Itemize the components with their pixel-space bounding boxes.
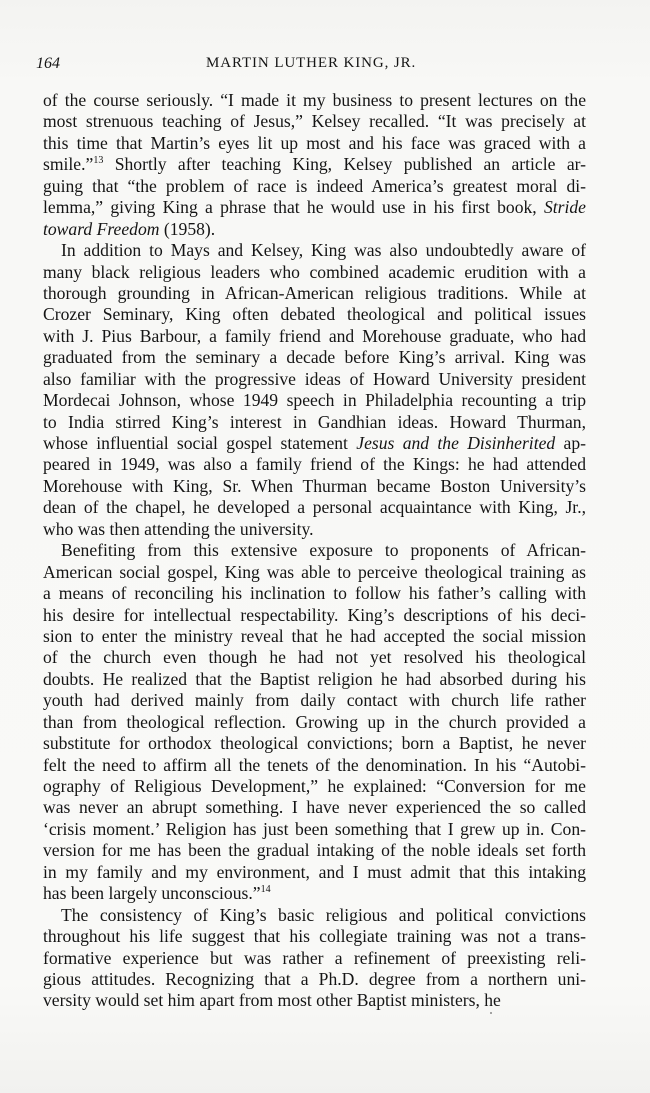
running-head	[36, 55, 586, 79]
text-run: Morehouse with King, Sr. When Thurman became Boston University’s	[43, 475, 586, 496]
text-line	[43, 540, 586, 561]
text-run: doubts. He realized that the Baptist religion he had absorbed during his	[43, 668, 586, 689]
text-line	[43, 647, 586, 668]
text-line	[43, 626, 586, 647]
text-line	[43, 347, 586, 368]
text-line	[43, 669, 586, 690]
text-run: (1958).	[159, 218, 216, 239]
text-line	[43, 90, 586, 111]
paragraph	[43, 905, 586, 1012]
text-run: with J. Pius Barbour, a family friend and Morehouse graduate, who had	[43, 325, 586, 346]
running-title: MARTIN LUTHER KING, JR.	[206, 55, 417, 71]
text-run: to India stirred King’s interest in Gandhian ideas. Howard Thurman,	[43, 411, 586, 432]
italic-title: Jesus and the Disinherited	[356, 433, 556, 453]
text-line	[43, 433, 586, 454]
text-run: also familiar with the progressive ideas of Howard University president	[43, 368, 586, 389]
text-line	[43, 197, 586, 218]
text-run: Shortly after teaching King, Kelsey published an article ar-	[103, 154, 586, 175]
text-line	[43, 219, 586, 240]
text-run: a means of reconciling his inclination to follow his father’s calling with	[43, 583, 586, 604]
text-line	[43, 733, 586, 754]
text-line	[43, 133, 586, 154]
text-run: than from theological reflection. Growing up in the church provided a	[43, 711, 586, 732]
text-line	[43, 369, 586, 390]
text-line	[43, 283, 586, 304]
text-line	[43, 326, 586, 347]
text-line	[43, 755, 586, 776]
text-line	[43, 969, 586, 990]
page-number: 164	[36, 55, 60, 72]
text-line	[43, 154, 586, 175]
text-run: ography of Religious Development,” he explained: “Conversion for me	[43, 776, 586, 796]
text-line	[43, 797, 586, 818]
text-run: sion to enter the ministry reveal that he had accepted the social mission	[43, 625, 586, 646]
paragraph	[43, 90, 586, 240]
text-run: has been largely unconscious.”	[43, 883, 261, 904]
text-run: version for me has been the gradual intaking of the noble ideals set forth	[43, 840, 586, 861]
scan-speck	[490, 1012, 492, 1014]
text-line	[43, 304, 586, 325]
text-run: American social gospel, King was able to perceive theological training as	[43, 561, 586, 582]
text-run: smile.”	[43, 154, 94, 175]
text-line	[43, 883, 586, 904]
text-run: versity would set him apart from most other Baptist ministers, he	[43, 990, 501, 1011]
text-run: thorough grounding in African-American religious traditions. While at	[43, 282, 586, 303]
text-run: of the course seriously. “I made it my business to present lectures on the	[43, 90, 586, 110]
body-text	[43, 90, 586, 1012]
italic-title: toward Freedom	[43, 218, 160, 239]
text-run: In addition to Mays and Kelsey, King was also undoubtedly aware of	[61, 240, 586, 261]
text-line	[43, 990, 586, 1011]
text-run: youth had derived mainly from daily contact with church life rather	[43, 690, 586, 711]
text-run: Mordecai Johnson, whose 1949 speech in Philadelphia recounting a trip	[43, 390, 586, 411]
text-run: Benefiting from this extensive exposure to proponents of African-	[61, 540, 586, 561]
text-run: Crozer Seminary, King often debated theological and political issues	[43, 304, 586, 325]
text-line	[43, 905, 586, 926]
text-run: felt the need to affirm all the tenets of the denomination. In his “Autobi-	[43, 754, 586, 775]
text-run: was never an abrupt something. I have never experienced the so called	[43, 797, 586, 818]
text-run: guing that “the problem of race is indeed America’s greatest moral di-	[43, 175, 586, 196]
text-line	[43, 862, 586, 883]
text-run: many black religious leaders who combined academic erudition with a	[43, 261, 586, 282]
text-run: who was then attending the university.	[43, 518, 314, 539]
text-line	[43, 583, 586, 604]
text-run: whose influential social gospel statement	[43, 433, 357, 453]
paragraph	[43, 240, 586, 540]
text-line	[43, 240, 586, 261]
text-run: formative experience but was rather a refinement of preexisting reli-	[43, 947, 586, 968]
text-line	[43, 111, 586, 132]
text-run: ap-	[555, 433, 586, 453]
text-run: gious attitudes. Recognizing that a Ph.D. degree from a northern uni-	[43, 968, 586, 989]
text-line	[43, 948, 586, 969]
text-line	[43, 819, 586, 840]
paragraph	[43, 540, 586, 904]
text-line	[43, 605, 586, 626]
text-line	[43, 390, 586, 411]
text-run: graduated from the seminary a decade before King’s arrival. King was	[43, 347, 586, 368]
text-line	[43, 776, 586, 797]
text-run: his desire for intellectual respectability. King’s descriptions of his deci-	[43, 604, 586, 625]
text-line	[43, 176, 586, 197]
text-run: this time that Martin’s eyes lit up most and his face was graced with a	[43, 132, 586, 153]
text-run: peared in 1949, was also a family friend of the Kings: he had attended	[43, 454, 586, 475]
text-line	[43, 519, 586, 540]
text-line	[43, 497, 586, 518]
text-line	[43, 262, 586, 283]
text-line	[43, 476, 586, 497]
text-run: ‘crisis moment.’ Religion has just been something that I grew up in. Con-	[43, 818, 586, 839]
text-run: dean of the chapel, he developed a personal acquaintance with King, Jr.,	[43, 497, 586, 518]
footnote-ref: 13	[93, 155, 104, 167]
text-run: lemma,” giving King a phrase that he would use in his first book,	[43, 197, 544, 218]
italic-title: Stride	[543, 197, 586, 218]
text-line	[43, 454, 586, 475]
text-line	[43, 412, 586, 433]
text-line	[43, 926, 586, 947]
text-line	[43, 712, 586, 733]
text-line	[43, 690, 586, 711]
text-run: throughout his life suggest that his collegiate training was not a trans-	[43, 926, 586, 947]
footnote-ref: 14	[260, 884, 271, 896]
text-run: The consistency of King’s basic religious and political convictions	[61, 904, 586, 925]
text-run: of the church even though he had not yet resolved his theological	[43, 647, 586, 668]
text-run: substitute for orthodox theological convictions; born a Baptist, he never	[43, 733, 586, 754]
text-line	[43, 840, 586, 861]
text-line	[43, 562, 586, 583]
text-run: most strenuous teaching of Jesus,” Kelsey recalled. “It was precisely at	[43, 111, 586, 132]
text-run: in my family and my environment, and I must admit that this intaking	[43, 861, 586, 882]
